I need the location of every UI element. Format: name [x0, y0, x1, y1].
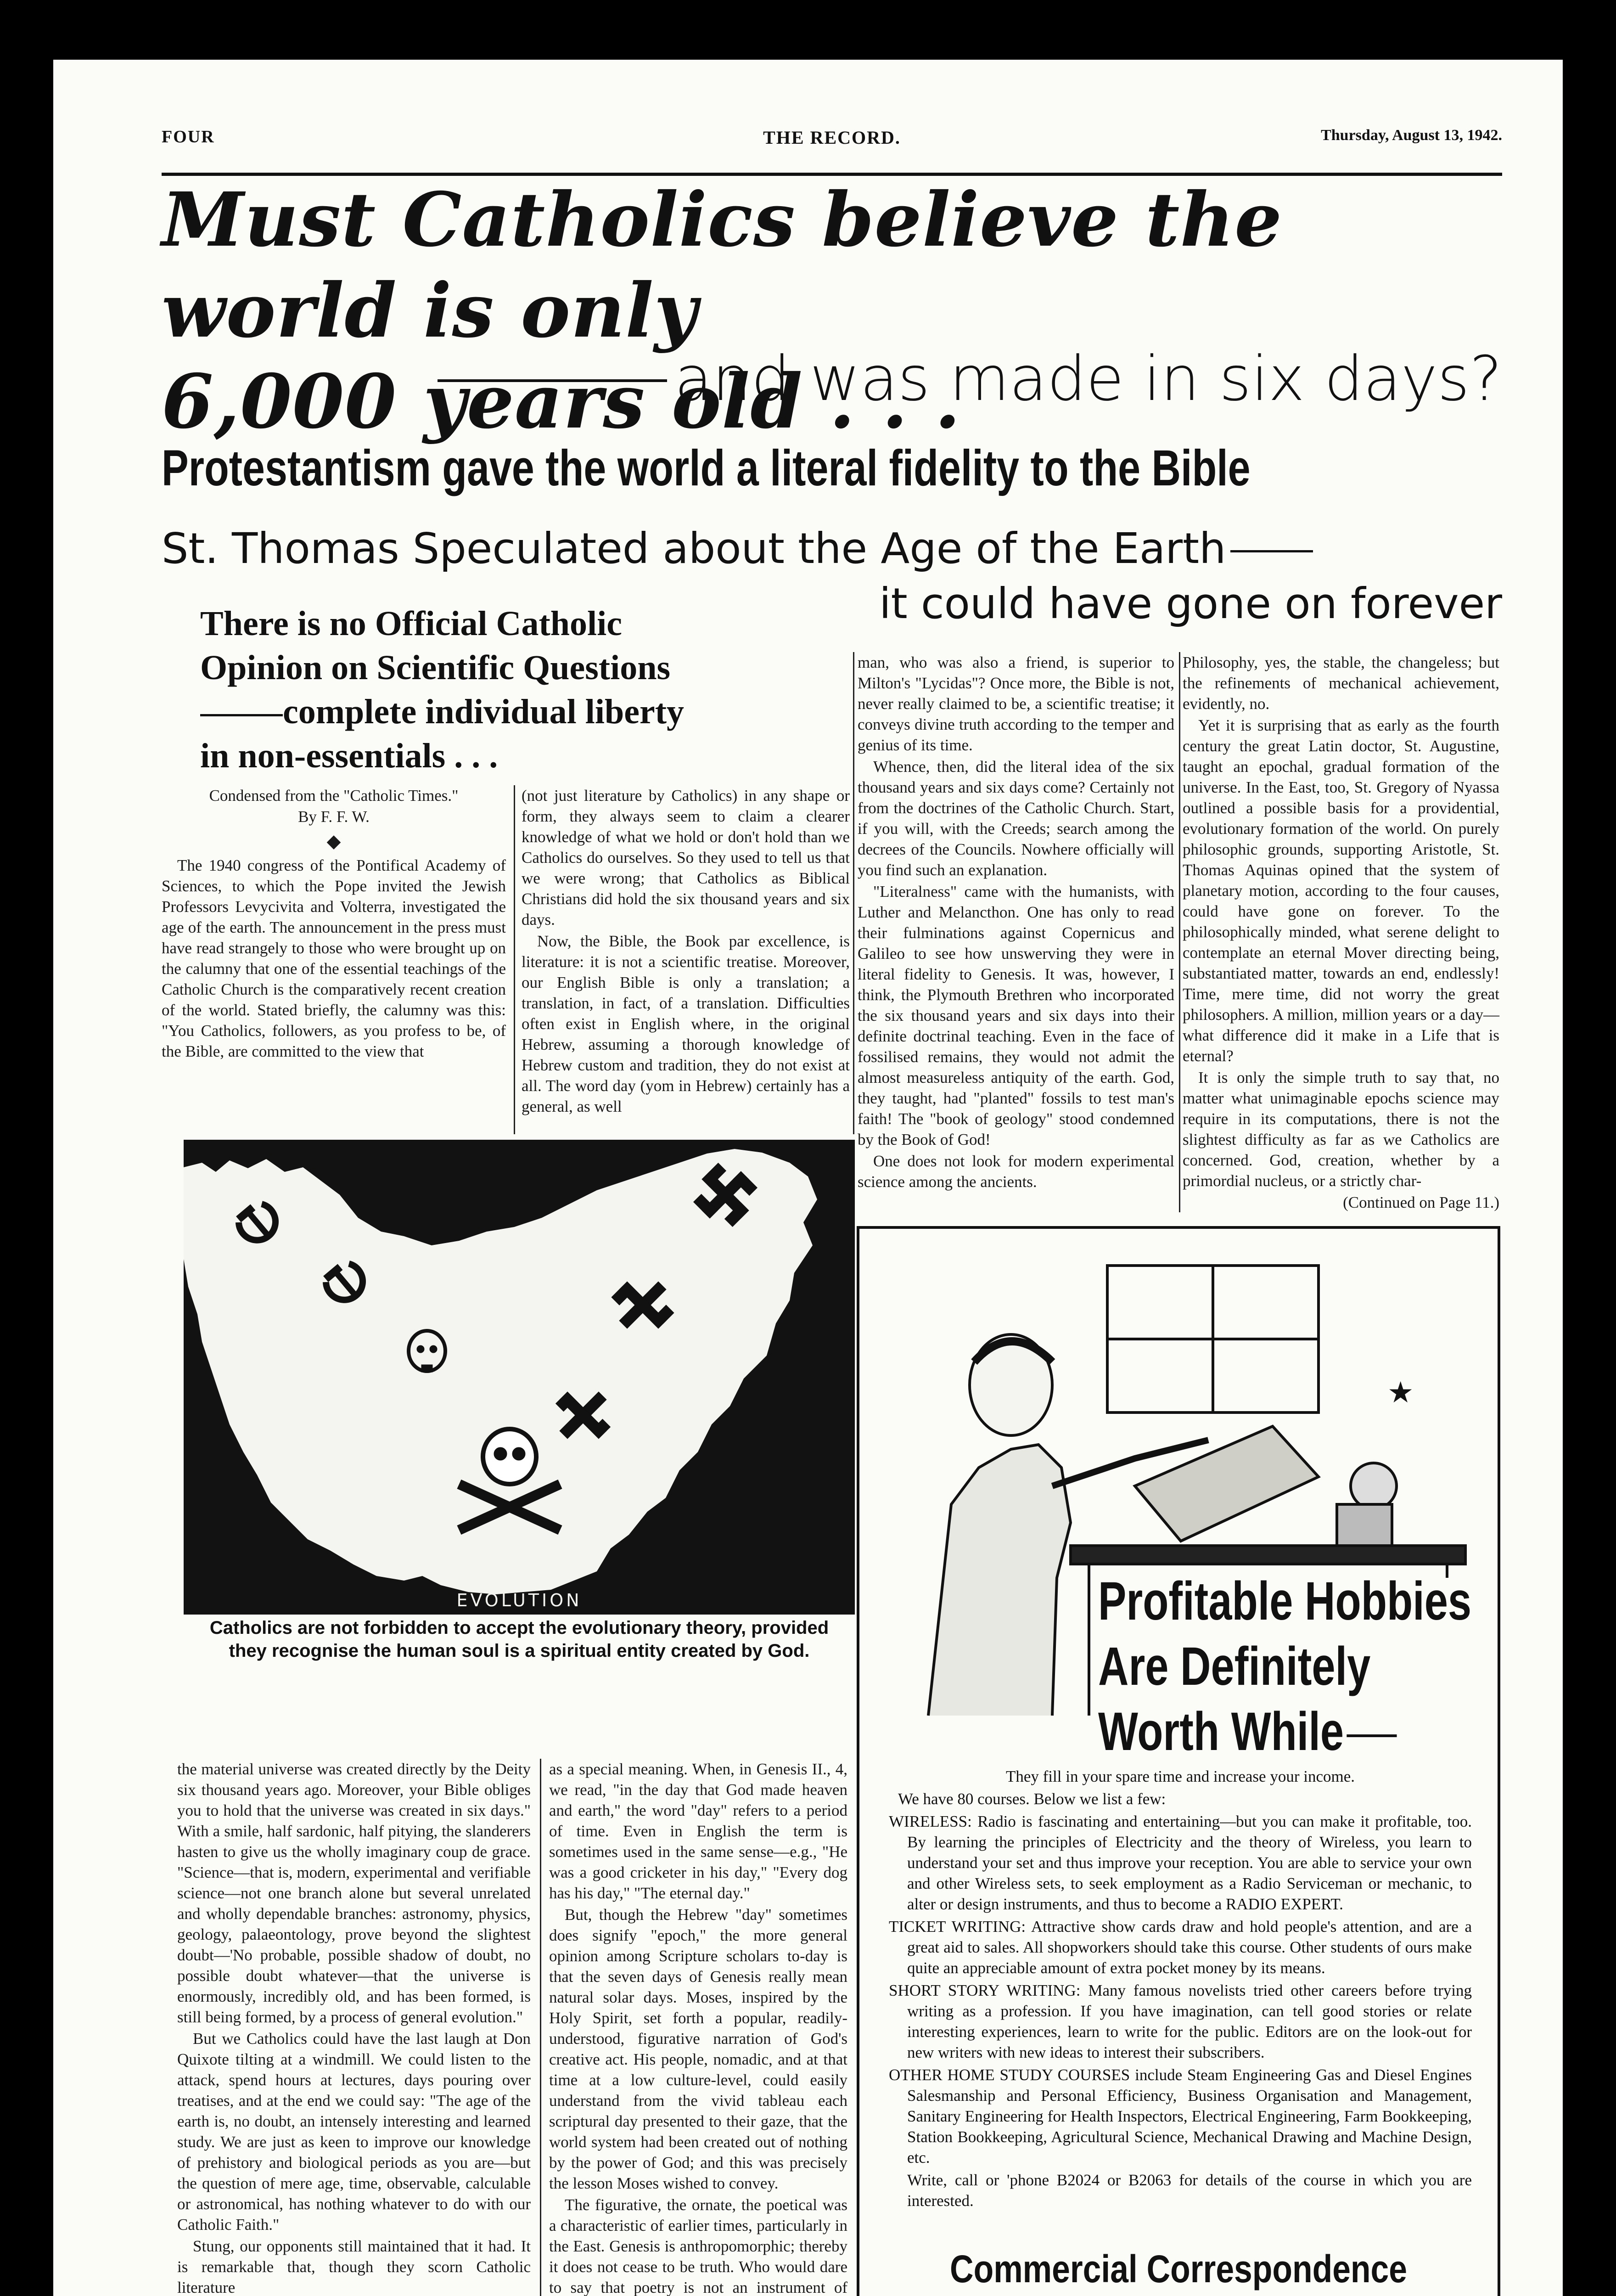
- headline-line-1: Must Catholics believe the world is only: [162, 176, 1283, 355]
- column-divider: [853, 652, 854, 1134]
- paragraph: the material universe was created directly by the Deity six thousand years ago. Moreover, your Bible obliges you to hold that the universe was created in six days." With a smile, half sardonic, half pitying, the slanderers hasten to give us the wholly imaginary coup de grace. "Science—that is, modern, experimental and verifiable science—not one branch alone but several unrelated and wholly dependable branches: astronomy, physics, geology, palaeontology, prove beyond the slightest doubt—'No probable, possible shadow of doubt, no possible doubt whatever—that the universe is enormously, incredibly old, and has been formed, is still being formed, by a process of general evolution.": [177, 1760, 531, 2026]
- paragraph: Whence, then, did the literal idea of the six thousand years and six days come? Certainly not from the doctrines of the Catholic Church. Start, if you will, with the Creeds; search among the decrees of the Councils. Nowhere officially will you find such an explanation.: [858, 758, 1174, 879]
- workbench-icon: [1071, 1546, 1465, 1564]
- dash-rule: [1230, 550, 1313, 552]
- headline-line-3-text: and was made in six days?: [674, 343, 1502, 415]
- paragraph: Yet it is surprising that as early as the fourth century the great Latin doctor, St. Augustine, taught an epochal, gradual formation of the universe. In the East, too, St. Gregory of Nyassa outlined a possible basis for a providential, evolutionary formation of the world. On purely philosophic grounds, supporting Aristotle, St. Thomas Aquinas opined that the system of planetary motion, according to the four causes, could have gone on forever. To the philosophically minded, what serene delight to contemplate an eternal Mover directing being, substantiated matter, towards an end, endlessly! Time, mere time, did not worry the great philosophers. A million, million years or a day—what difference did it make in a Life that is eternal?: [1183, 716, 1499, 1065]
- issue-date: Thursday, August 13, 1942.: [1321, 127, 1502, 144]
- ad-intro: They fill in your spare time and increase your income.: [1005, 1767, 1355, 1785]
- subhead-line-3: [200, 690, 806, 734]
- paragraph: But, though the Hebrew "day" sometimes does signify "epoch," the more general opinion among Scripture scholars to-day is that the seven days of Genesis really mean natural solar days. Moses, inspired by the Holy Spirit, set forth a popular, readily-understood, figurative narration of God's creative act. His people, nomadic, and at that time at a low culture-level, could easily understand from the vivid tableau each scriptural day presented to their gaze, that the world system had been created out of nothing by the power of God; and this was precisely the lesson Moses wished to convey.: [549, 1906, 847, 2192]
- byline-author: By F. F. W.: [298, 808, 370, 826]
- column-divider: [1179, 652, 1180, 1212]
- article-column-6: [549, 1759, 847, 2296]
- headline-line-3: [407, 344, 1502, 413]
- cartoon-label: EVOLUTION: [456, 1590, 582, 1610]
- paragraph: The figurative, the ornate, the poetical was a characteristic of earlier times, particularly in the East. Genesis is anthropomorphic; thereby it does not cease to be truth. Who would dare to say that poetry is not an instrument of: [549, 2196, 847, 2296]
- paragraph: (not just literature by Catholics) in any shape or form, they always seem to claim a clearer knowledge of what we hold or don't hold than we Catholics do ourselves. So they used to tell us that we were wrong; that Catholics as Biblical Christians did hold the six thousand years and six days.: [522, 787, 850, 929]
- paragraph: "Literalness" came with the humanists, with Luther and Melancthon. One has only to read their fulminations against Copernicus and Galileo to see how unswerving they were in literal fidelity to Genesis. It was, however, I think, the Plymouth Brethren who incorporated the six thousand years and six days into their definite doctrinal teaching. Even in the face of fossilised remains, they would not admit the almost measureless antiquity of the earth. God, they taught, had "planted" fossils to test man's faith! The "book of geology" stood condemned by the Book of God!: [858, 883, 1174, 1148]
- cartoon-illustration: [184, 1140, 855, 1615]
- paragraph: But we Catholics could have the last laugh at Don Quixote tilting at a windmill. We could listen to the attack, spend hours at lectures, days pouring over treatises, and at the end we could say: "The age of the earth is, no doubt, an intensely interesting and learned study. We are just as keen to improve our knowledge of prehistory and biological periods as you are—but the question of mere age, time, observable, calculable or astronomical, has nothing whatever to do with our Catholic Faith.": [177, 2030, 531, 2234]
- paragraph: man, who was also a friend, is superior to Milton's "Lycidas"? Once more, the Bible is not, never really claimed to be, a scientific treatise; it conveys divine truth according to the temper and genius of its time.: [858, 653, 1174, 754]
- diamond-ornament-icon: ◆: [326, 831, 341, 851]
- subhead-line-1: There is no Official Catholic: [200, 604, 622, 643]
- subheadline-2: it could have gone on forever: [879, 579, 1502, 628]
- course-short-story: SHORT STORY WRITING: Many famous novelists tried other careers before trying writing as a profession. If you have imagination, can tell good stories or relate interesting experiences, learn to write for the public. Editors are on the look-out for new writers with new ideas to interest their subscribers.: [889, 1981, 1472, 2061]
- ad-title-line-3: [1098, 1699, 1406, 1764]
- article-column-1: [162, 785, 506, 1063]
- article-column-2: [522, 785, 850, 1118]
- white-shape: [184, 1149, 817, 1594]
- correspondence-college-ad: [857, 1226, 1500, 2296]
- deck-headline: Protestantism gave the world a literal fidelity to the Bible: [162, 440, 1251, 496]
- subheadline-1-text: St. Thomas Speculated about the Age of the Earth: [162, 524, 1226, 573]
- man-figure-icon: [928, 1445, 1071, 1716]
- college-name-line-1: Commercial Correspondence: [950, 2247, 1407, 2290]
- star-icon: ★: [1387, 1376, 1414, 1410]
- college-name-line-2: [907, 2294, 1450, 2296]
- subhead-line-4: in non-essentials . . .: [200, 737, 498, 775]
- paragraph: The 1940 congress of the Pontifical Academy of Sciences, to which the Pope invited the Jewish Professors Levycivita and Volterra, investigated the age of the earth. The announcement in the press must have read strangely to those who were brought up on the calumny that one of the essential teachings of the Catholic Church is the comparatively recent creation of the world. Stated briefly, the calumny was this: "You Catholics, followers, as you profess to be, of the Bible, are committed to the view that: [162, 856, 506, 1060]
- article-subhead: [200, 602, 806, 778]
- article-column-5: [177, 1759, 531, 2296]
- paragraph: Now, the Bible, the Book par excellence, is literature: it is not a scientific treatise. Moreover, our English Bible is only a translation; a translation, in fact, of a translation. Difficulties often exist in English where, in the original Hebrew, assuming a thorough knowledge of Hebrew custom and tradition, they do not exist at all. The word day (yom in Hebrew) certainly has a general, as well: [522, 932, 850, 1115]
- masthead: [162, 113, 1502, 176]
- paragraph: Philosophy, yes, the stable, the changeless; but the refinements of mechanical achievement, evidently, no.: [1183, 653, 1499, 713]
- subheadline-1: [162, 523, 1502, 574]
- column-divider: [540, 1759, 541, 2296]
- ad-courses-note: We have 80 courses. Below we list a few:: [898, 1790, 1166, 1808]
- ad-title-line-3-text: Worth While: [1098, 1701, 1344, 1762]
- evolution-cartoon: [184, 1140, 855, 1615]
- dash-rule: [1347, 1734, 1397, 1737]
- ad-contact: Write, call or 'phone B2024 or B2063 for details of the course in which you are interested.: [907, 2171, 1472, 2210]
- course-wireless: WIRELESS: Radio is fascinating and entertaining—but you can make it profitable, too. By learning the principles of Electricity and the theory of Wireless, you learn to understand your set and thus improve your reception. You are able to service your own and other Wireless sets, to seek employment as a Radio Serviceman or mechanic, to alter or design instruments, and thus to become a RADIO EXPERT.: [889, 1812, 1472, 1913]
- ad-title-line-1: Profitable Hobbies: [1098, 1571, 1472, 1632]
- byline-source: Condensed from the "Catholic Times.": [209, 787, 459, 805]
- continued-note: (Continued on Page 11.): [1343, 1193, 1499, 1211]
- paragraph: Stung, our opponents still maintained that it had. It is remarkable that, though they scorn Catholic literature: [177, 2237, 531, 2296]
- dash-rule: [200, 714, 283, 716]
- article-column-4: [1183, 652, 1499, 1213]
- page-number: FOUR: [162, 127, 215, 146]
- headline-line-2: 6,000 years old . . .: [162, 358, 961, 445]
- column-divider: [514, 785, 515, 1134]
- dash-rule: [438, 379, 667, 382]
- article-column-3: [858, 652, 1174, 1193]
- ad-title-line-2: Are Definitely: [1098, 1636, 1371, 1697]
- ad-body: [889, 1766, 1472, 2213]
- paragraph: It is only the simple truth to say that, no matter what unimaginable epochs science may require in its computations, there is not the slightest difficulty as far as we Catholics are concerned. God, creation, whether by a primordial nucleus, or a strictly char-: [1183, 1069, 1499, 1190]
- paragraph: One does not look for modern experimental science among the ancients.: [858, 1152, 1174, 1191]
- course-ticket-writing: TICKET WRITING: Attractive show cards draw and hold people's attention, and are a great aid to sales. All shopworkers should take this course. Other students of ours make quite an appreciable amount of extra pocket money by its means.: [889, 1918, 1472, 1977]
- ad-headline: [1098, 1569, 1472, 1764]
- cartoon-caption: Catholics are not forbidden to accept the evolutionary theory, provided they recognise the human soul is a spiritual entity created by God.: [209, 1618, 829, 1661]
- newspaper-name: THE RECORD.: [763, 127, 901, 148]
- subhead-line-2: Opinion on Scientific Questions: [200, 648, 671, 687]
- radio-set-icon: [1135, 1426, 1319, 1541]
- newspaper-page: [53, 60, 1563, 2296]
- course-other: OTHER HOME STUDY COURSES include Steam Engineering Gas and Diesel Engines Salesmanship and Personal Efficiency, Business Organisation and Management, Sanitary Engineering for Health Inspectors, Electrical Engineering, Farm Bookkeeping, Station Bookkeeping, Agricultural Science, Mechanical Drawing and Machine Design, etc.: [889, 2066, 1472, 2167]
- paragraph: as a special meaning. When, in Genesis II., 4, we read, "in the day that God made heaven and earth," the word "day" refers to a period of time. Even in English the term is sometimes used in the same sense—e.g., "He was a good cricketer in his day," "Every dog has his day," "The eternal day.": [549, 1760, 847, 1902]
- subhead-line-3-text: complete individual liberty: [283, 692, 684, 731]
